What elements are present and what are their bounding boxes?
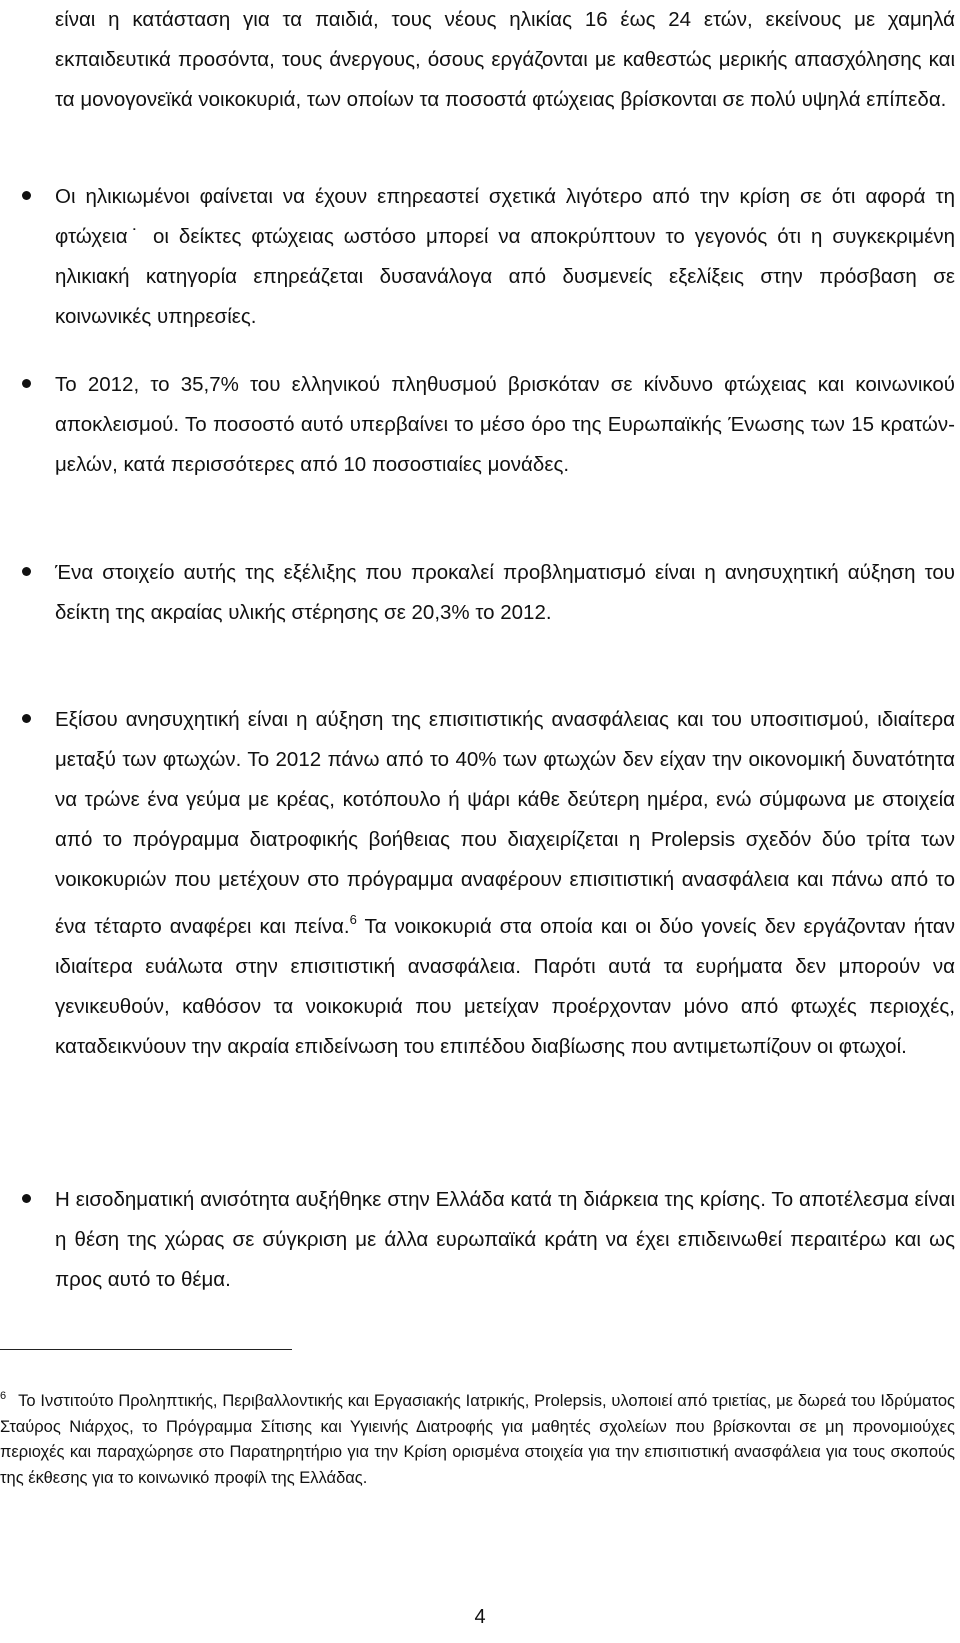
- list-item-text: Οι ηλικιωμένοι φαίνεται να έχουν επηρεαστεί σχετικά λιγότερο από την κρίση σε ότι αφορά τη φτώχεια˙ οι δείκτες φτώχειας ωστόσο μπορεί να αποκρύπτουν το γεγονός ότι η συγκεκριμένη ηλικιακή κατηγορία επηρεάζεται δυσανάλογα από δυσμενείς εξελίξεις στην πρόσβαση σε κοινωνικές υπηρεσίες.: [55, 185, 955, 328]
- list-item-text: Το 2012, το 35,7% του ελληνικού πληθυσμού βρισκόταν σε κίνδυνο φτώχειας και κοινωνικού αποκλεισμού. Το ποσοστό αυτό υπερβαίνει το μέσο όρο της Ευρωπαϊκής Ένωσης των 15 κρατών-μελών, κατά περισσότερες από 10 ποσοστιαίες μονάδες.: [55, 373, 955, 476]
- bullet-icon: [22, 1194, 31, 1203]
- footnote-reference[interactable]: 6: [349, 912, 357, 927]
- bullet-icon: [22, 191, 31, 200]
- footnote: [0, 1384, 955, 1491]
- list-item-text: Ένα στοιχείο αυτής της εξέλιξης που προκαλεί προβληματισμό είναι η ανησυχητική αύξηση του δείκτη της ακραίας υλικής στέρησης σε 20,3% το 2012.: [55, 561, 955, 624]
- bullet-icon: [22, 379, 31, 388]
- footnote-separator: [0, 1349, 292, 1350]
- footnote-text: Το Ινστιτούτο Προληπτικής, Περιβαλλοντικής και Εργασιακής Ιατρικής, Prolepsis, υλοποιεί από τριετίας, με δωρεά του Ιδρύματος Σταύρος Νιάρχος, το Πρόγραμμα Σίτισης και Υγιεινής Διατροφής για μαθητές σχολείων που βρίσκονται σε μη προνομιούχες περιοχές και παραχώρησε στο Παρατηρητήριο για την Κρίση ορισμένα στοιχεία για την επισιτιστική ανασφάλεια για τους σκοπούς της έκθεσης για το κοινωνικό προφίλ της Ελλάδας.: [0, 1392, 955, 1487]
- bullet-icon: [22, 567, 31, 576]
- list-item-text-part: Τα νοικοκυριά στα οποία και οι δύο γονείς δεν εργάζονταν ήταν ιδιαίτερα ευάλωτα στην επισιτιστική ανασφάλεια. Παρότι αυτά τα ευρήματα δεν μπορούν να γενικευθούν, καθόσον τα νοικοκυριά που μετείχαν προέρχονταν μόνο από φτωχές περιοχές, καταδεικνύουν την ακραία επιδείνωση του επιπέδου διαβίωσης που αντιμετωπίζουν οι φτωχοί.: [55, 915, 956, 1058]
- list-item-text-part: Εξίσου ανησυχητική είναι η αύξηση της επισιτιστικής ανασφάλειας και του υποσιτισμού, ιδιαίτερα μεταξύ των φτωχών. Το 2012 πάνω από το 40% των φτωχών δεν είχαν την οικονομική δυνατότητα να τρώνε ένα γεύμα με κρέας, κοτόπουλο ή ψάρι κάθε δεύτερη ημέρα, ενώ σύμφωνα με στοιχεία από το πρόγραμμα διατροφικής βοήθειας που διαχειρίζεται η Prolepsis σχεδόν δύο τρίτα των νοικοκυριών που μετέχουν στο πρόγραμμα αναφέρουν επισιτιστική ανασφάλεια και πάνω από το ένα τέταρτο αναφέρει και πείνα.: [55, 708, 955, 938]
- page-number: 4: [474, 1606, 486, 1628]
- footnote-number: 6: [0, 1390, 7, 1402]
- list-item-text: [55, 700, 955, 1067]
- list-item-text: Η εισοδηματική ανισότητα αυξήθηκε στην Ελλάδα κατά τη διάρκεια της κρίσης. Το αποτέλεσμα είναι η θέση της χώρας σε σύγκριση με άλλα ευρωπαϊκά κράτη να έχει επιδεινωθεί περαιτέρω και ως προς αυτό το θέμα.: [55, 1188, 955, 1291]
- intro-paragraph: είναι η κατάσταση για τα παιδιά, τους νέους ηλικίας 16 έως 24 ετών, εκείνους με χαμηλά εκπαιδευτικά προσόντα, τους άνεργους, όσους εργάζονται με καθεστώς μερικής απασχόλησης και τα μονογονεϊκά νοικοκυριά, των οποίων τα ποσοστά φτώχειας βρίσκονται σε πολύ υψηλά επίπεδα.: [55, 8, 955, 111]
- bullet-icon: [22, 714, 31, 723]
